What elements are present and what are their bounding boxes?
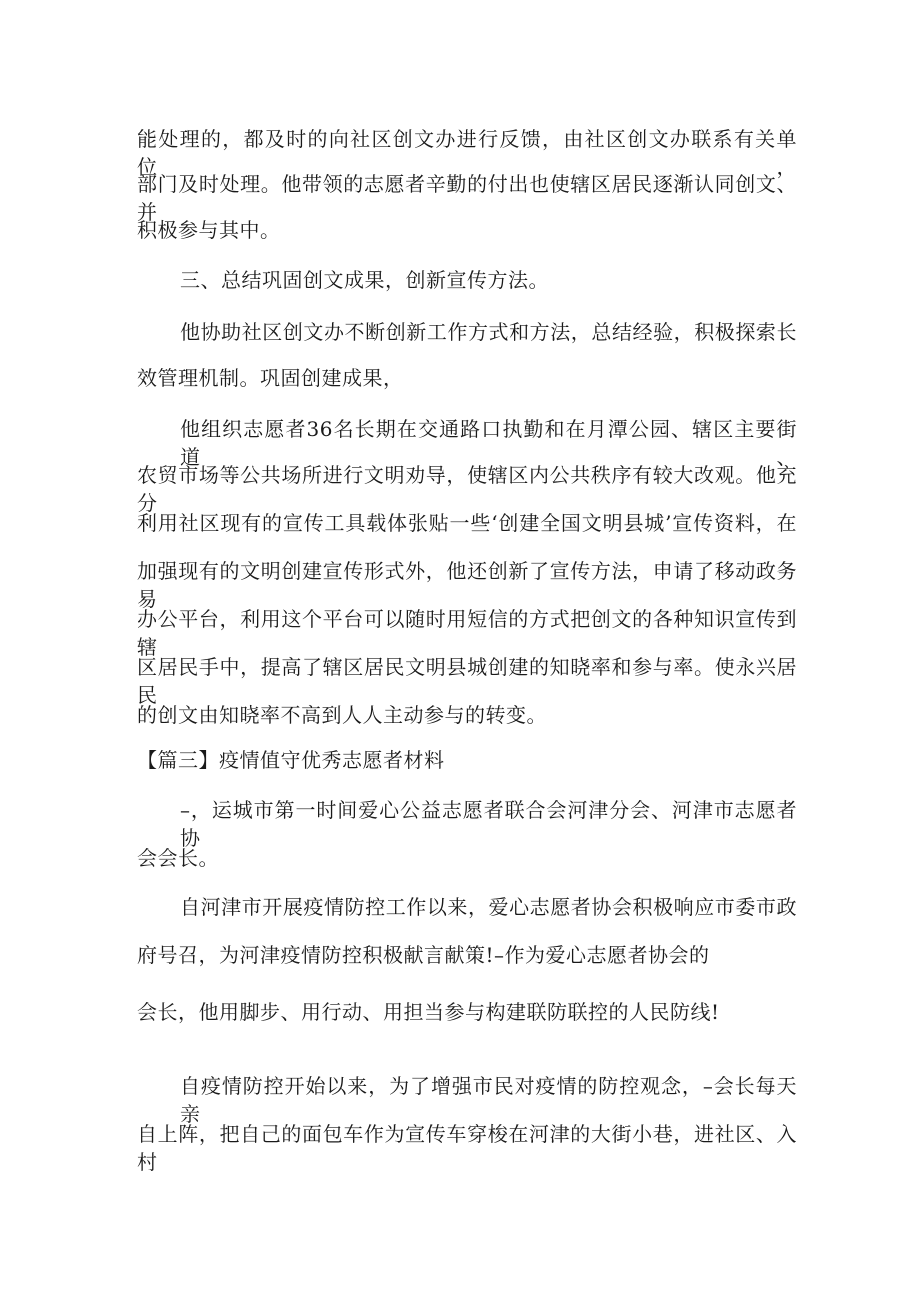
paragraph-line: 府号召，为河津疫情防控积极献言献策!–作为爱心志愿者协会的 [137, 943, 710, 967]
paragraph-line: 部门及时处理。他带领的志愿者辛勤的付出也使辖区居民逐渐认同创文、并 [137, 172, 797, 224]
paragraph-line: 会长，他用脚步、用行动、用担当参与构建联防联控的人民防线! [137, 1000, 720, 1024]
paragraph-line: 农贸市场等公共场所进行文明劝导，使辖区内公共秩序有较大改观。他充分 [137, 463, 797, 515]
section-title: 【篇三】疫情值守优秀志愿者材料 [137, 748, 445, 772]
paragraph-line: 自疫情防控开始以来，为了增强市民对疫情的防控观念，–会长每天亲 [180, 1074, 797, 1126]
paragraph-line: 他组织志愿者36名长期在交通路口执勤和在月潭公园、辖区主要街道、 [180, 417, 797, 469]
paragraph-line: 办公平台，利用这个平台可以随时用短信的方式把创文的各种知识宣传到辖 [137, 607, 797, 659]
section-heading: 三、总结巩固创文成果，创新宣传方法。 [180, 268, 549, 292]
paragraph-line: 能处理的，都及时的向社区创文办进行反馈，由社区创文办联系有关单位， [137, 127, 797, 179]
paragraph-line: –，运城市第一时间爱心公益志愿者联合会河津分会、河津市志愿者协 [180, 798, 797, 850]
paragraph-line: 效管理机制。巩固创建成果， [137, 366, 404, 390]
paragraph-line: 利用社区现有的宣传工具载体张贴一些‘创建全国文明县城’宣传资料，在 [137, 511, 797, 535]
paragraph-line: 会会长。 [137, 846, 219, 870]
paragraph-line: 他协助社区创文办不断创新工作方式和方法，总结经验，积极探索长 [180, 320, 797, 344]
paragraph-line: 加强现有的文明创建宣传形式外，他还创新了宣传方法，申请了移动政务易 [137, 559, 797, 611]
paragraph-line: 自河津市开展疫情防控工作以来，爱心志愿者协会积极响应市委市政 [180, 895, 797, 919]
paragraph-line: 自上阵，把自己的面包车作为宣传车穿梭在河津的大街小巷，进社区、入村 [137, 1122, 797, 1174]
paragraph-line: 积极参与其中。 [137, 218, 281, 242]
paragraph-line: 的创文由知晓率不高到人人主动参与的转变。 [137, 703, 547, 727]
paragraph-line: 区居民手中，提高了辖区居民文明县城创建的知晓率和参与率。使永兴居民 [137, 655, 797, 707]
